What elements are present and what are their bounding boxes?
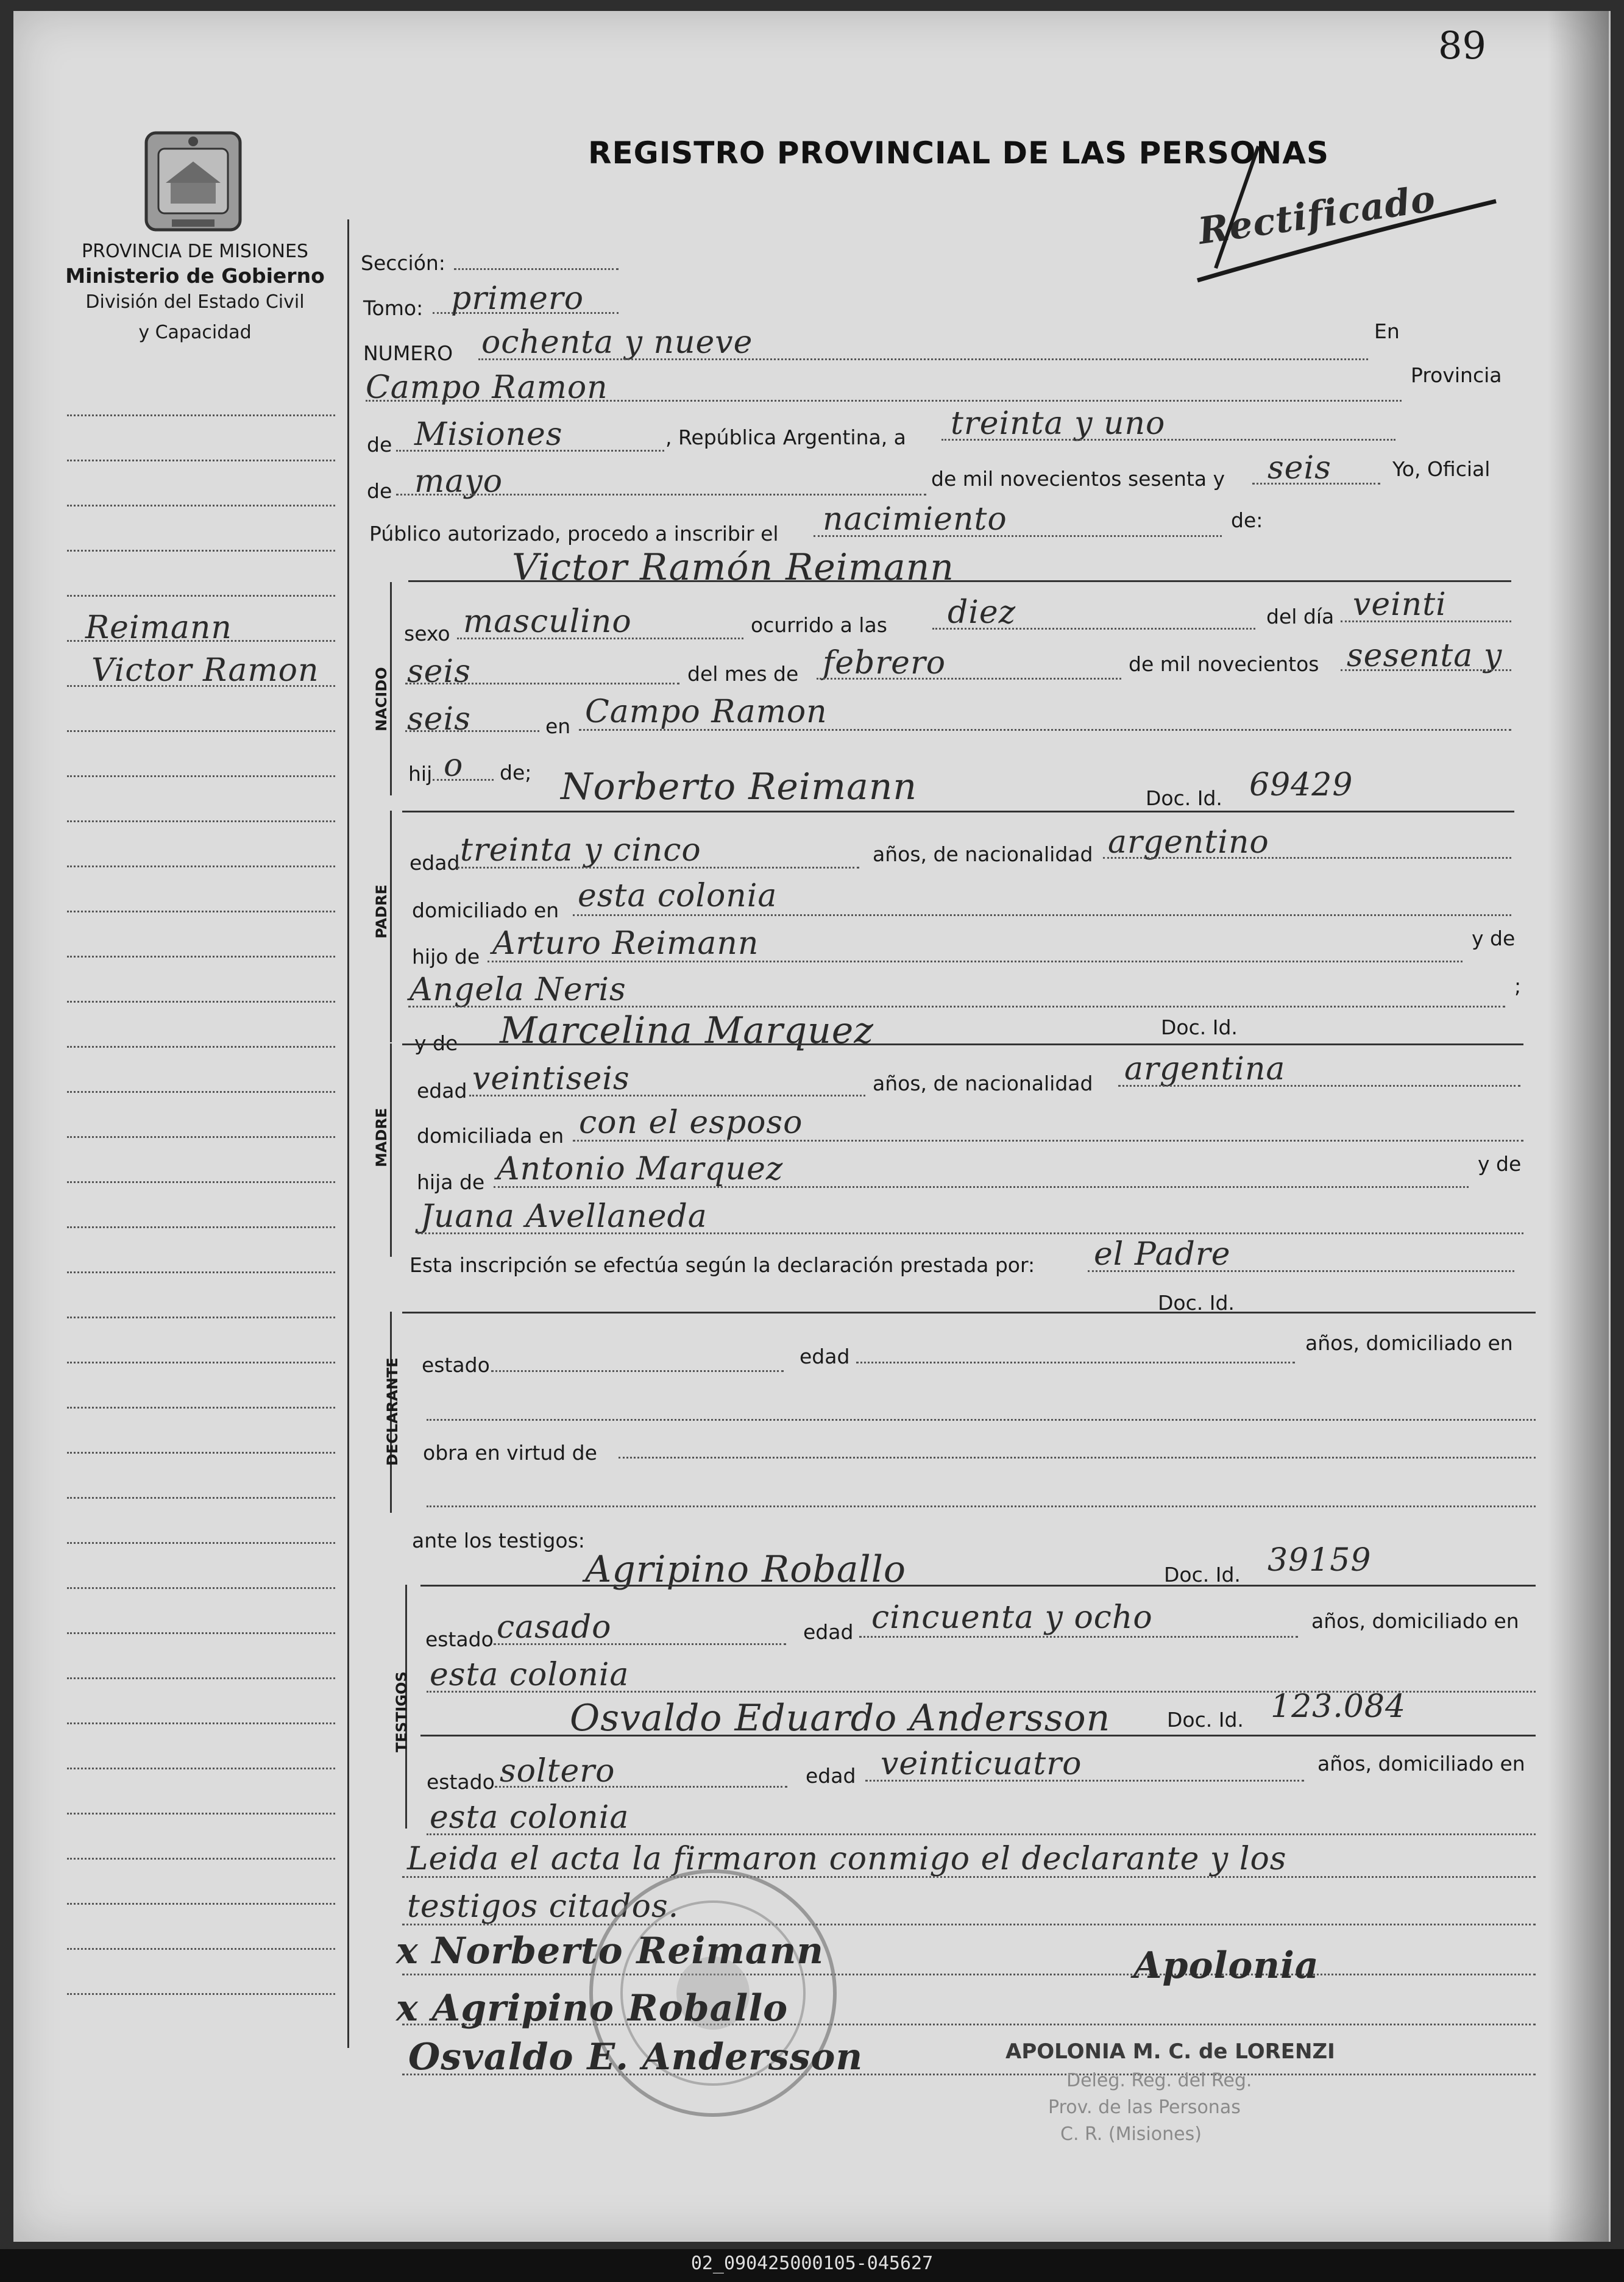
margin-line (67, 1768, 335, 1769)
value-madre-dom: con el esposo (579, 1104, 803, 1141)
org-division: División del Estado Civil (85, 291, 305, 313)
label-edad-testigo1: edad (803, 1620, 854, 1644)
value-padre-nac: argentino (1108, 824, 1269, 861)
value-provincia: Misiones (414, 416, 563, 453)
margin-line (67, 1091, 335, 1093)
column-divider (347, 219, 349, 2048)
label-hij: hij (408, 762, 433, 786)
annotation-rectificado: Rectificado (1196, 177, 1439, 253)
label-mil-sesenta: de mil novecientos sesenta y (931, 467, 1225, 491)
label-seccion: Sección: (361, 251, 445, 275)
label-publico: Público autorizado, procedo a inscribir el (369, 522, 779, 546)
margin-line (67, 1677, 335, 1679)
margin-line (67, 1813, 335, 1815)
value-numero: ochenta y nueve (481, 324, 753, 361)
label-en: En (1374, 319, 1400, 343)
footer-image-id: 02_090425000105-045627 (690, 2253, 934, 2274)
org-ministry: Ministerio de Gobierno (65, 264, 325, 288)
value-madre-madre: Juana Avellaneda (420, 1198, 707, 1235)
label-hijo-de-padre: hijo de (412, 945, 480, 969)
margin-line (67, 595, 335, 597)
label-numero: NUMERO (363, 341, 453, 365)
value-testigo1-doc: 39159 (1268, 1542, 1372, 1579)
margin-line (67, 730, 335, 732)
margin-line (67, 1452, 335, 1454)
margin-line (67, 1226, 335, 1228)
value-madre-padre: Antonio Marquez (497, 1151, 784, 1187)
label-semicolon: ; (1514, 974, 1522, 998)
label-edad-padre: edad (410, 851, 460, 875)
label-provincia: Provincia (1411, 363, 1502, 387)
signature-testigo1: x Agripino Roballo (396, 1987, 789, 2030)
signature-testigo2: Osvaldo E. Andersson (408, 2036, 863, 2078)
margin-line (67, 1271, 335, 1273)
margin-line (67, 775, 335, 777)
label-de-mes: de (367, 479, 392, 503)
value-anio-inscripcion: seis (1268, 450, 1331, 486)
label-edad-testigo2: edad (806, 1764, 856, 1788)
margin-line (67, 1993, 335, 1995)
margin-line (67, 911, 335, 912)
label-estado-declarante: estado (422, 1353, 490, 1377)
margin-line (67, 1001, 335, 1003)
label-doc-madre: Doc. Id. (1161, 1015, 1238, 1039)
margin-line (67, 1587, 335, 1589)
margin-line (67, 1317, 335, 1318)
side-label-padre: PADRE (373, 884, 390, 939)
label-del-mes: del mes de (687, 662, 799, 686)
value-madre-edad: veintiseis (472, 1061, 630, 1097)
value-anio-nac-1: sesenta y (1347, 638, 1503, 674)
side-label-declarante: DECLARANTE (384, 1357, 401, 1466)
label-del-dia: del día (1266, 605, 1335, 628)
label-de-colon: de: (1231, 508, 1263, 532)
margin-line (67, 550, 335, 552)
value-padre-madre: Angela Neris (410, 972, 626, 1008)
side-label-nacido: NACIDO (373, 667, 390, 731)
label-de-hij: de; (500, 761, 532, 784)
value-lugar: Campo Ramon (366, 369, 608, 406)
value-padre-doc: 69429 (1249, 767, 1353, 803)
stamp-line-1: APOLONIA M. C. de LORENZI (1005, 2039, 1335, 2064)
label-hija-de: hija de (417, 1170, 485, 1194)
margin-line (67, 1632, 335, 1634)
side-label-madre: MADRE (373, 1107, 390, 1167)
margin-line (67, 1722, 335, 1724)
margin-line (67, 1497, 335, 1499)
label-domiciliada: domiciliada en (417, 1124, 564, 1148)
value-testigo2-edad: veinticuatro (881, 1746, 1082, 1782)
label-anos-nac-padre: años, de nacionalidad (873, 842, 1093, 866)
value-dia-nac-1: veinti (1353, 586, 1447, 623)
value-sexo: masculino (463, 603, 632, 640)
value-hij-suffix: o (444, 747, 464, 784)
margin-line (67, 820, 335, 822)
label-y-de-madre: y de (414, 1031, 458, 1055)
value-padre-padre: Arturo Reimann (492, 925, 759, 962)
margin-line (67, 414, 335, 416)
label-yo-oficial: Yo, Oficial (1392, 457, 1491, 481)
margin-line (67, 1948, 335, 1950)
label-estado-testigo2: estado (427, 1770, 495, 1794)
margin-line (67, 1407, 335, 1409)
margin-line (67, 866, 335, 867)
label-doc-declarante: Doc. Id. (1158, 1291, 1235, 1315)
value-nombre: Victor Ramón Reimann (512, 546, 954, 589)
coat-of-arms-icon (141, 128, 245, 235)
value-padre-edad: treinta y cinco (460, 832, 701, 869)
stamp-line-2: Deleg. Reg. del Reg. (1066, 2070, 1252, 2091)
value-mes-nac: febrero (823, 645, 946, 681)
label-edad-madre: edad (417, 1079, 467, 1103)
padre-rule (390, 811, 392, 1042)
annotation-slash-icon (1191, 128, 1539, 293)
value-testigo1: Agripino Roballo (585, 1548, 907, 1591)
margin-line (67, 1362, 335, 1363)
value-dia-nac-2: seis (407, 653, 471, 690)
margin-line (67, 460, 335, 461)
org-capacity: y Capacidad (138, 322, 252, 343)
side-label-testigos: TESTIGOS (393, 1671, 410, 1752)
label-ocurrido: ocurrido a las (751, 613, 887, 637)
value-tipo-acta: nacimiento (823, 501, 1007, 538)
label-anos-nac-madre: años, de nacionalidad (873, 1072, 1093, 1095)
value-testigo2-doc: 123.084 (1271, 1688, 1406, 1725)
value-testigo2: Osvaldo Eduardo Andersson (570, 1697, 1111, 1740)
value-testigo1-estado: casado (497, 1609, 612, 1646)
value-testigo2-estado: soltero (500, 1753, 615, 1790)
margin-surname: Reimann (85, 610, 232, 646)
label-ante-testigos: ante los testigos: (412, 1529, 585, 1552)
value-mes-inscripcion: mayo (414, 463, 503, 500)
label-mil-nov: de mil novecientos (1129, 652, 1319, 676)
label-de-prov: de (367, 433, 392, 457)
value-declarante: el Padre (1094, 1236, 1231, 1273)
nacido-rule (390, 582, 392, 795)
closing-line-2: testigos citados. (407, 1888, 679, 1925)
label-y-de-padre: y de (1472, 926, 1516, 950)
label-domiciliado-padre: domiciliado en (412, 898, 559, 922)
label-estado-testigo1: estado (425, 1627, 494, 1651)
value-lugar-nac: Campo Ramon (585, 694, 828, 730)
label-doc-padre: Doc. Id. (1146, 786, 1222, 810)
stamp-line-3: Prov. de las Personas (1048, 2097, 1241, 2118)
margin-line (67, 1858, 335, 1860)
stamp-line-4: C. R. (Misiones) (1060, 2124, 1202, 2145)
value-testigo1-edad: cincuenta y ocho (871, 1599, 1153, 1636)
label-doc-testigo1: Doc. Id. (1164, 1563, 1241, 1587)
signature-padre: x Norberto Reimann (396, 1930, 824, 1972)
value-padre-dom: esta colonia (578, 878, 778, 914)
margin-line (67, 1542, 335, 1544)
value-anio-nac-2: seis (407, 701, 471, 738)
value-testigo2-dom: esta colonia (430, 1799, 629, 1836)
margin-line (67, 505, 335, 507)
label-anos-dom-declarante: años, domiciliado en (1305, 1331, 1513, 1355)
margin-line (67, 956, 335, 958)
label-sexo: sexo (404, 622, 450, 645)
value-tomo: primero (451, 280, 584, 317)
label-doc-testigo2: Doc. Id. (1167, 1708, 1244, 1732)
madre-rule (390, 1043, 392, 1257)
value-madre: Marcelina Marquez (500, 1009, 874, 1052)
label-tomo: Tomo: (363, 296, 424, 320)
label-y-de-madre-madre: y de (1478, 1152, 1522, 1176)
label-republica: , República Argentina, a (665, 425, 906, 449)
label-esta-inscripcion: Esta inscripción se efectúa según la declaración prestada por: (410, 1253, 1035, 1277)
closing-line-1: Leida el acta la firmaron conmigo el declarante y los (407, 1841, 1287, 1877)
label-anos-dom-testigo1: años, domiciliado en (1311, 1609, 1519, 1633)
page-edge-shadow (1548, 11, 1609, 2242)
page-number: 89 (1438, 23, 1486, 68)
margin-line (67, 1181, 335, 1183)
margin-line (67, 1136, 335, 1138)
signature-oficial: Apolonia (1133, 1944, 1319, 1987)
org-province: PROVINCIA DE MISIONES (82, 241, 308, 262)
value-madre-nac: argentina (1124, 1051, 1286, 1087)
margin-line (67, 1046, 335, 1048)
value-padre: Norberto Reimann (561, 766, 918, 808)
value-dia-inscripcion: treinta y uno (951, 405, 1166, 442)
label-en-lugar: en (545, 714, 571, 738)
margin-line (67, 1903, 335, 1905)
label-edad-declarante: edad (800, 1345, 850, 1368)
document-title: REGISTRO PROVINCIAL DE LAS PERSONAS (588, 135, 1329, 171)
margin-given-names: Victor Ramon (91, 652, 319, 689)
label-obra: obra en virtud de (423, 1441, 597, 1465)
value-testigo1-dom: esta colonia (430, 1657, 629, 1693)
label-anos-dom-testigo2: años, domiciliado en (1317, 1752, 1525, 1775)
value-hora: diez (948, 594, 1016, 631)
